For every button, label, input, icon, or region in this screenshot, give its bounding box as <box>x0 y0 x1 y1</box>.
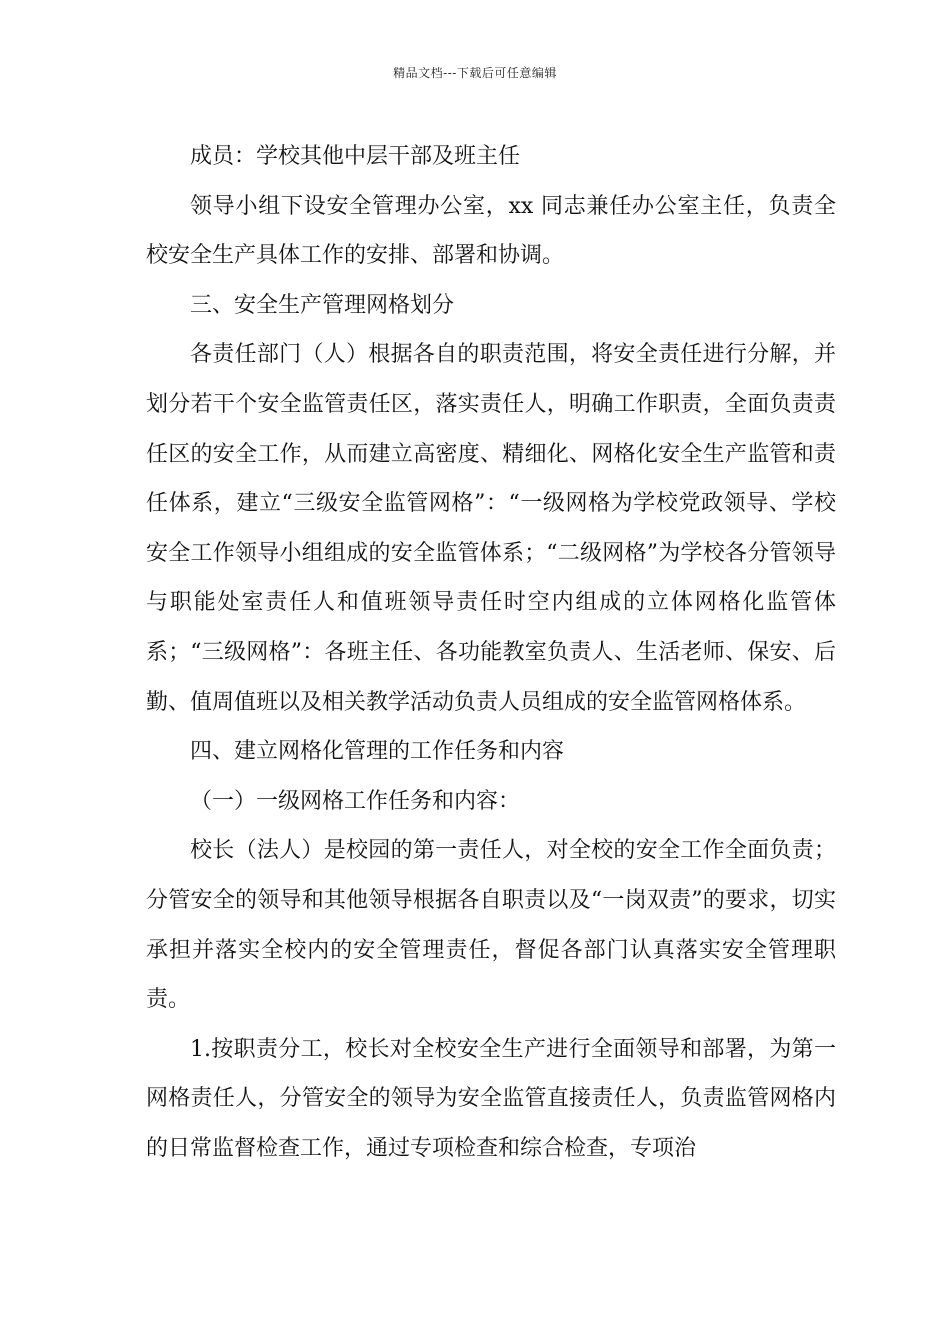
paragraph-item-1: 1.按职责分工，校长对全校安全生产进行全面领导和部署，为第一网格责任人，分管安全的领导为安全监管直接责任人，负责监管网格内的日常监督检查工作，通过专项检查和综合检查，专项治 <box>146 1036 836 1161</box>
heading-section-three: 三、安全生产管理网格划分 <box>190 292 455 318</box>
subheading-level-one: （一）一级网格工作任务和内容： <box>190 788 521 814</box>
paragraph-principal: 校长（法人）是校园的第一责任人，对全校的安全工作全面负责；分管安全的领导和其他领导根据各自职责以及“一岗双责”的要求，切实承担并落实全校内的安全管理责任，督促各部门认真落实安全管理职责。 <box>146 838 836 1013</box>
paragraph-office: 领导小组下设安全管理办公室，xx 同志兼任办公室主任，负责全校安全生产具体工作的安排、部署和协调。 <box>146 193 836 269</box>
paragraph-grid-division: 各责任部门（人）根据各自的职责范围，将安全责任进行分解，并划分若干个安全监管责任区，落实责任人，明确工作职责，全面负责责任区的安全工作，从而建立高密度、精细化、网格化安全生产监管和责任体系，建立“三级安全监管网格”：“一级网格为学校党政领导、学校安全工作领导小组组成的安全监管体系；“二级网格”为学校各分管领导与职能处室责任人和值班领导责任时空内组成的立体网格化监管体系；“三级网格”：各班主任、各功能教室负责人、生活老师、保安、后勤、值周值班以及相关教学活动负责人员组成的安全监管网格体系。 <box>146 342 836 715</box>
page-header: 精品文档---下载后可任意编辑 <box>393 66 557 80</box>
document-body <box>146 132 836 1173</box>
heading-section-four: 四、建立网格化管理的工作任务和内容 <box>190 739 565 765</box>
paragraph-members: 成员：学校其他中层干部及班主任 <box>190 144 521 169</box>
